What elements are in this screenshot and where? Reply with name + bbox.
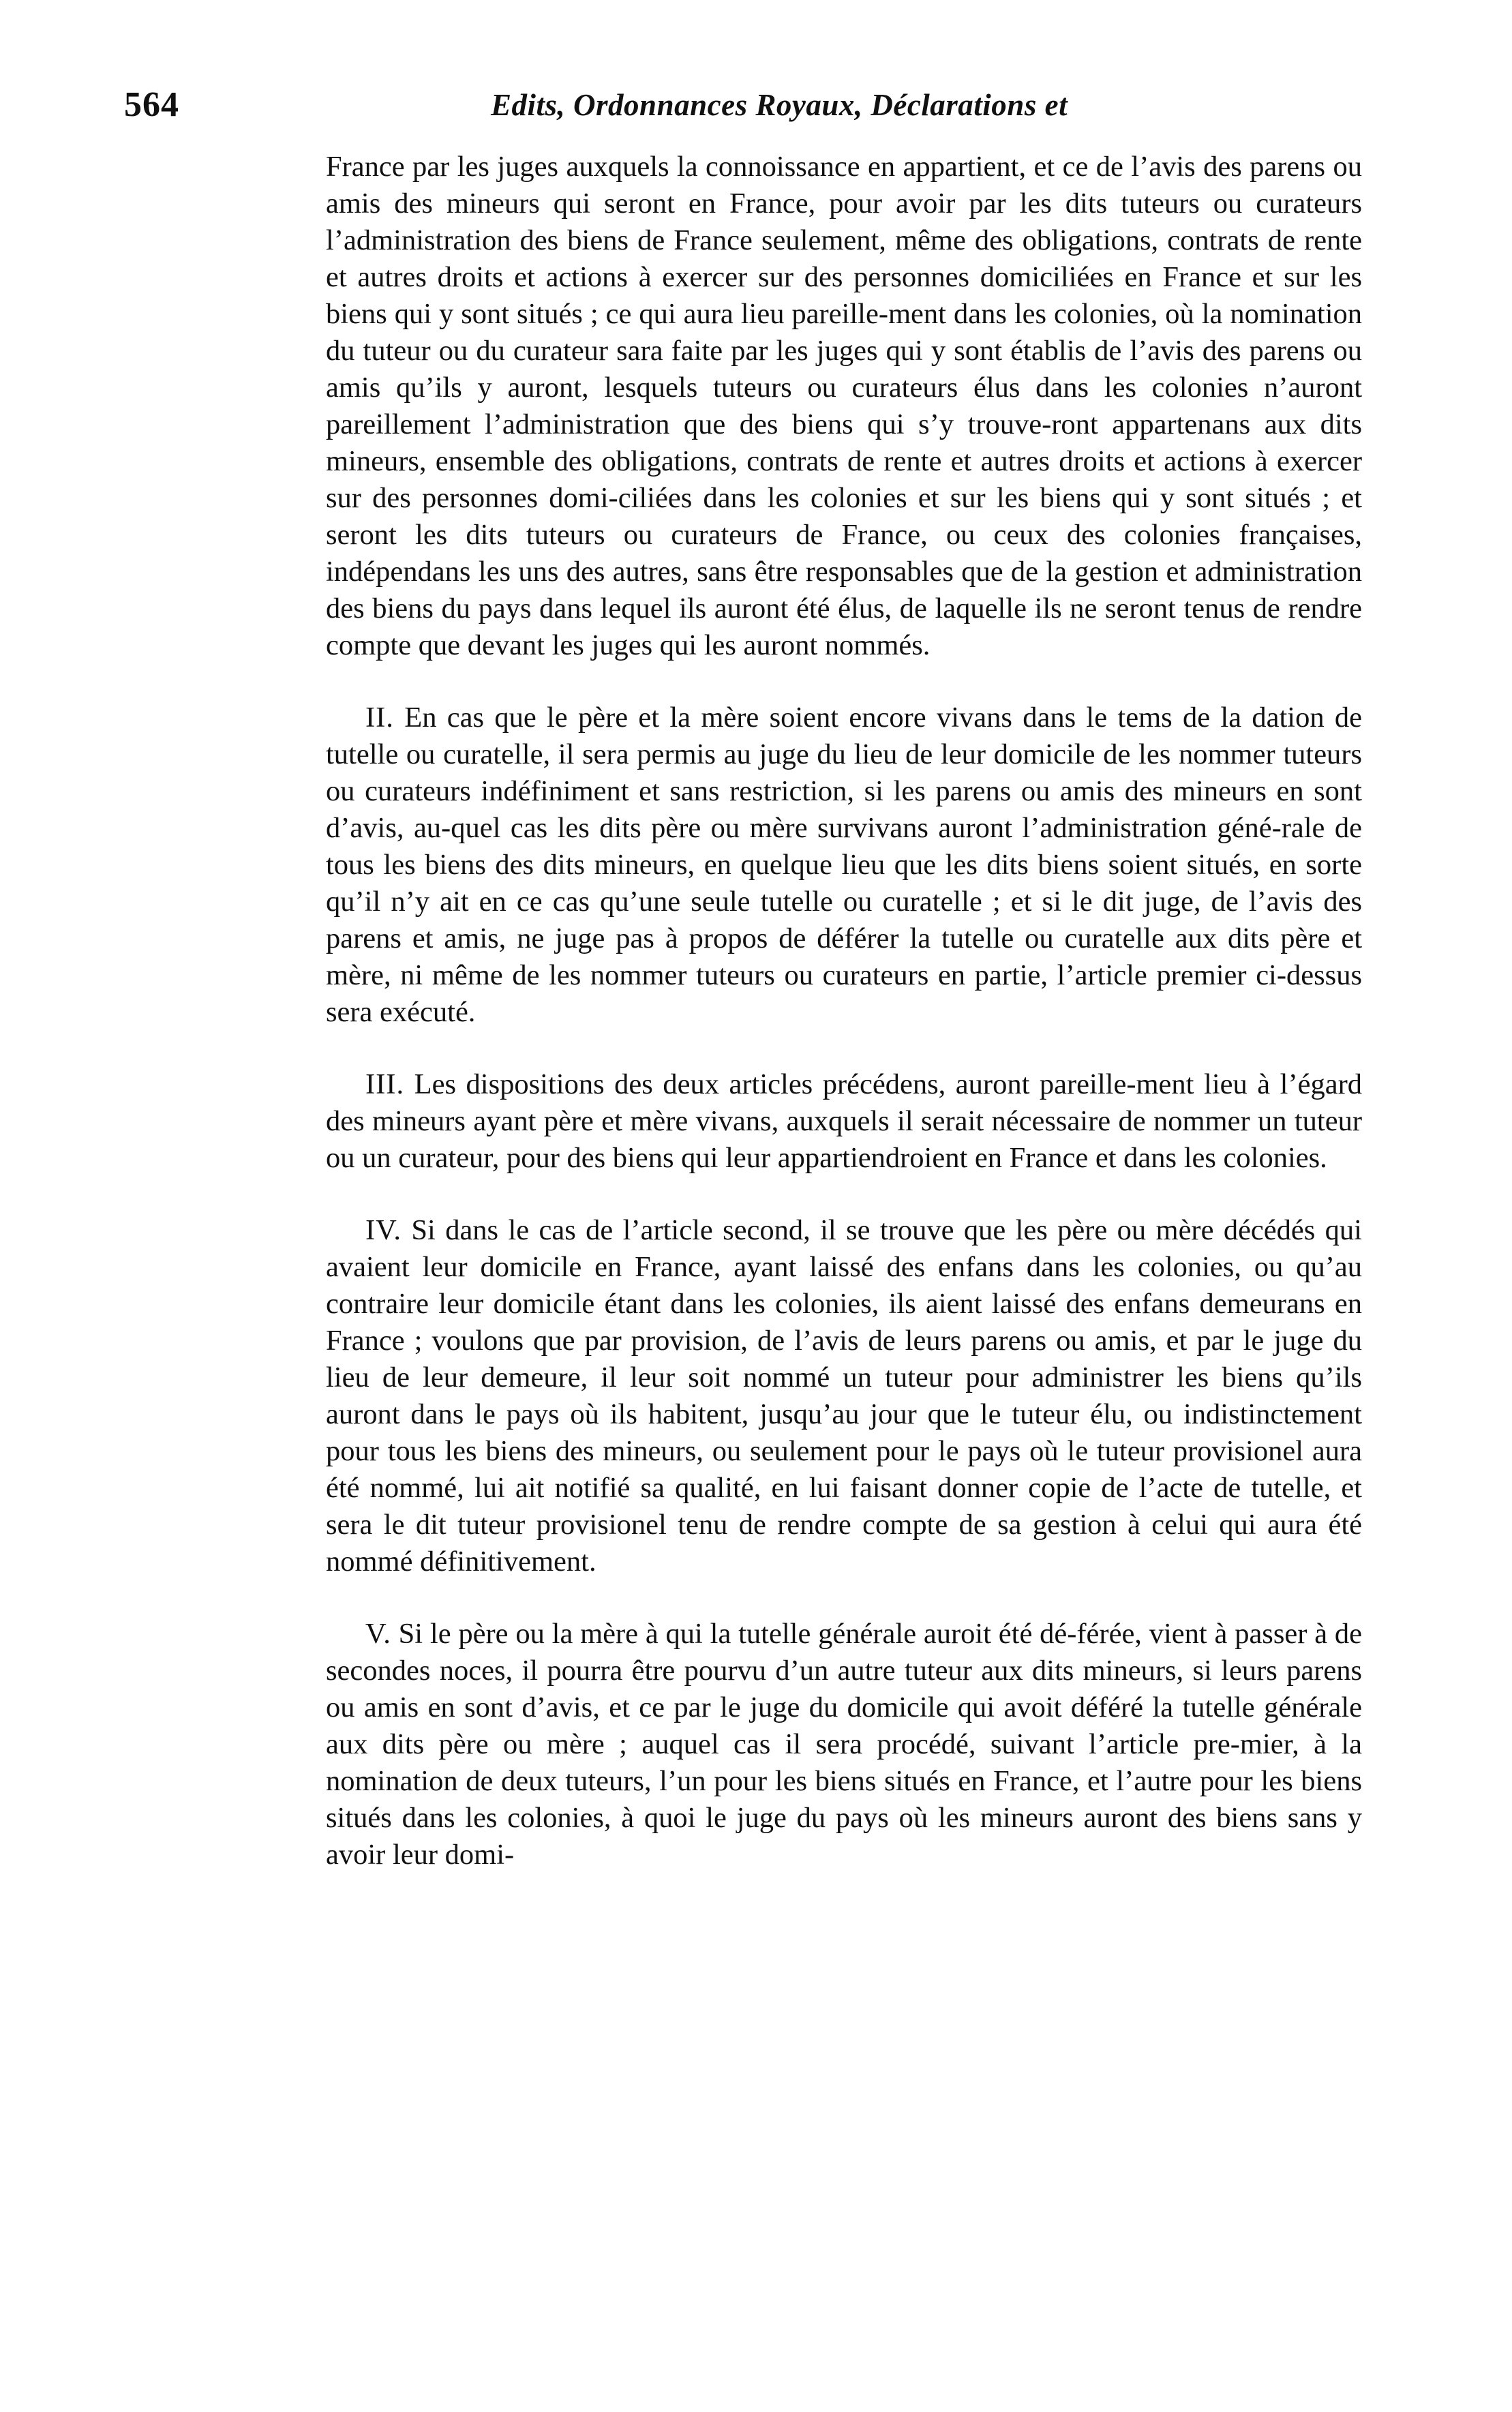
article-number: V. xyxy=(365,1618,391,1650)
article-ii xyxy=(326,699,1362,1031)
article-text: En cas que le père et la mère soient encore vivans dans le tems de la dation de tutelle ou curatelle, il sera permis au juge du lieu de leur domicile de les nommer tuteurs ou curateurs indéfiniment et sans restriction, si les parens ou amis des mineurs en sont d’avis, au-quel cas les dits père ou mère survivans auront l’administration géné-rale de tous les biens des dits mineurs, en quelque lieu que les dits biens soient situés, en sorte qu’il n’y ait en ce cas qu’une seule tutelle ou curatelle ; et si le dit juge, de l’avis des parens et amis, ne juge pas à propos de déférer la tutelle ou curatelle aux dits père et mère, ni même de les nommer tuteurs ou curateurs en partie, l’article premier ci-dessus sera exécuté. xyxy=(326,702,1363,1028)
paragraph-text: France par les juges auxquels la connoissance en appartient, et ce de l’avis des parens ou amis des mineurs qui seront en France, pour avoir par les dits tuteurs ou curateurs l’administration des biens de France seulement, même des obligations, contrats de rente et autres droits et actions à exercer sur des personnes domiciliées en France et sur les biens qui y sont situés ; ce qui aura lieu pareille-ment dans les colonies, où la nomination du tuteur ou du curateur sara faite par les juges qui y sont établis de l’avis des parens ou amis qu’ils y auront, lesquels tuteurs ou curateurs élus dans les colonies n’auront pareillement l’administration que des biens qui s’y trouve-ront appartenans aux dits mineurs, ensemble des obligations, contrats de rente et autres droits et actions à exercer sur des personnes domi-ciliées dans les colonies et sur les biens qui y sont situés ; et seront les dits tuteurs ou curateurs de France, ou ceux des colonies françaises, indépendans les uns des autres, sans être responsables que de la gestion et administration des biens du pays dans lequel ils auront été élus, de laquelle ils ne seront tenus de rendre compte que devant les juges qui les auront nommés. xyxy=(326,151,1362,661)
article-iv xyxy=(326,1212,1362,1580)
article-number: II. xyxy=(365,702,394,734)
article-text: Les dispositions des deux articles précédens, auront pareille-ment lieu à l’égard des mineurs ayant père et mère vivans, auxquels il serait nécessaire de nommer un tuteur ou un curateur, pour des biens qui leur appartiendroient en France et dans les colonies. xyxy=(326,1068,1363,1174)
article-number: IV. xyxy=(365,1214,402,1246)
paragraph-continuation xyxy=(326,149,1362,664)
article-text: Si le père ou la mère à qui la tutelle générale auroit été dé-férée, vient à passer à de secondes noces, il pourra être pourvu d’un autre tuteur aux dits mineurs, si leurs parens ou amis en sont d’avis, et ce par le juge du domicile qui avoit déféré la tutelle générale aux dits père ou mère ; auquel cas il sera procédé, suivant l’article pre-mier, à la nomination de deux tuteurs, l’un pour les biens situés en France, et l’autre pour les biens situés dans les colonies, à quoi le juge du pays où les mineurs auront des biens sans y avoir leur domi- xyxy=(326,1618,1362,1871)
article-iii xyxy=(326,1066,1362,1177)
body-text xyxy=(326,149,1362,1873)
running-title: Edits, Ordonnances Royaux, Déclarations et xyxy=(491,88,1068,122)
page-number: 564 xyxy=(124,85,179,124)
article-text: Si dans le cas de l’article second, il se trouve que les père ou mère décédés qui avaient leur domicile en France, ayant laissé des enfans dans les colonies, ou qu’au contraire leur domicile étant dans les colonies, ils aient laissé des enfans demeurans en France ; voulons que par provision, de l’avis de leurs parens ou amis, et par le juge du lieu de leur demeure, il leur soit nommé un tuteur pour administrer les biens qu’ils auront dans le pays où ils habitent, jusqu’au jour que le tuteur élu, ou indistinctement pour tous les biens des mineurs, ou seulement pour le pays où le tuteur provisionel aura été nommé, lui ait notifié sa qualité, en lui faisant donner copie de l’acte de tutelle, et sera le dit tuteur provisionel tenu de rendre compte de sa gestion à celui qui aura été nommé définitivement. xyxy=(326,1214,1362,1578)
article-v xyxy=(326,1616,1362,1873)
article-number: III. xyxy=(365,1068,405,1100)
